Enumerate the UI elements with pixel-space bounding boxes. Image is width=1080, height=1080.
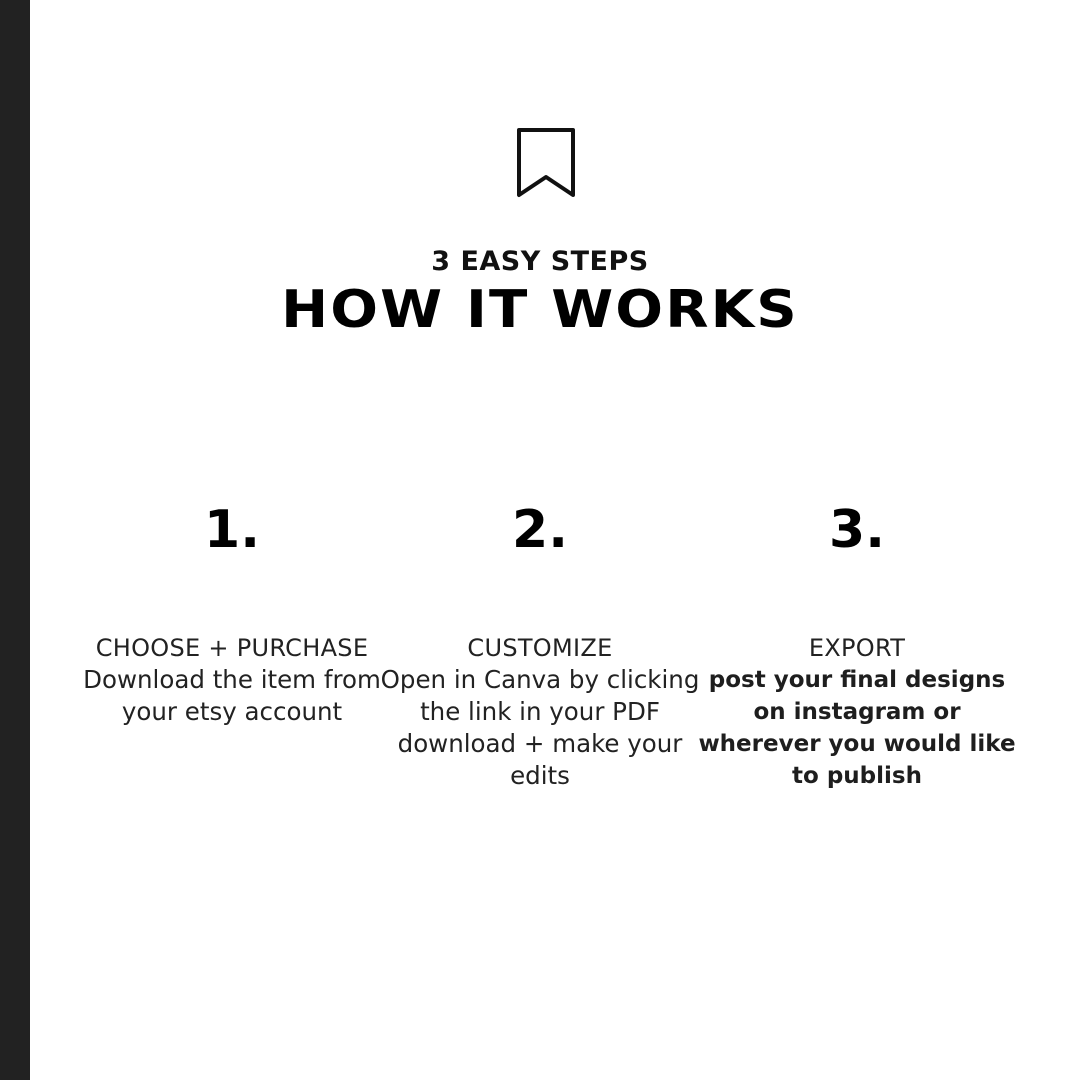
step-number: 3. <box>829 500 885 560</box>
step-1 <box>67 500 397 728</box>
step-heading: EXPORT <box>808 634 906 662</box>
step-description: Open in Canva by clicking the link in your PDF download + make your edits <box>380 665 700 790</box>
step-number: 2. <box>512 500 568 560</box>
step-3 <box>692 500 1022 792</box>
step-description: Download the item from your etsy account <box>83 665 381 726</box>
page-title: HOW IT WORKS <box>281 280 799 340</box>
eyebrow-subtitle: 3 EASY STEPS <box>431 246 649 277</box>
bookmark-icon <box>515 127 577 199</box>
step-heading: CUSTOMIZE <box>467 634 613 662</box>
step-2 <box>375 500 705 792</box>
step-heading: CHOOSE + PURCHASE <box>95 634 369 662</box>
left-edge-bar <box>0 0 30 1080</box>
step-number: 1. <box>204 500 260 560</box>
step-description: post your final designs on instagram or wherever you would like to publish <box>698 667 1016 789</box>
